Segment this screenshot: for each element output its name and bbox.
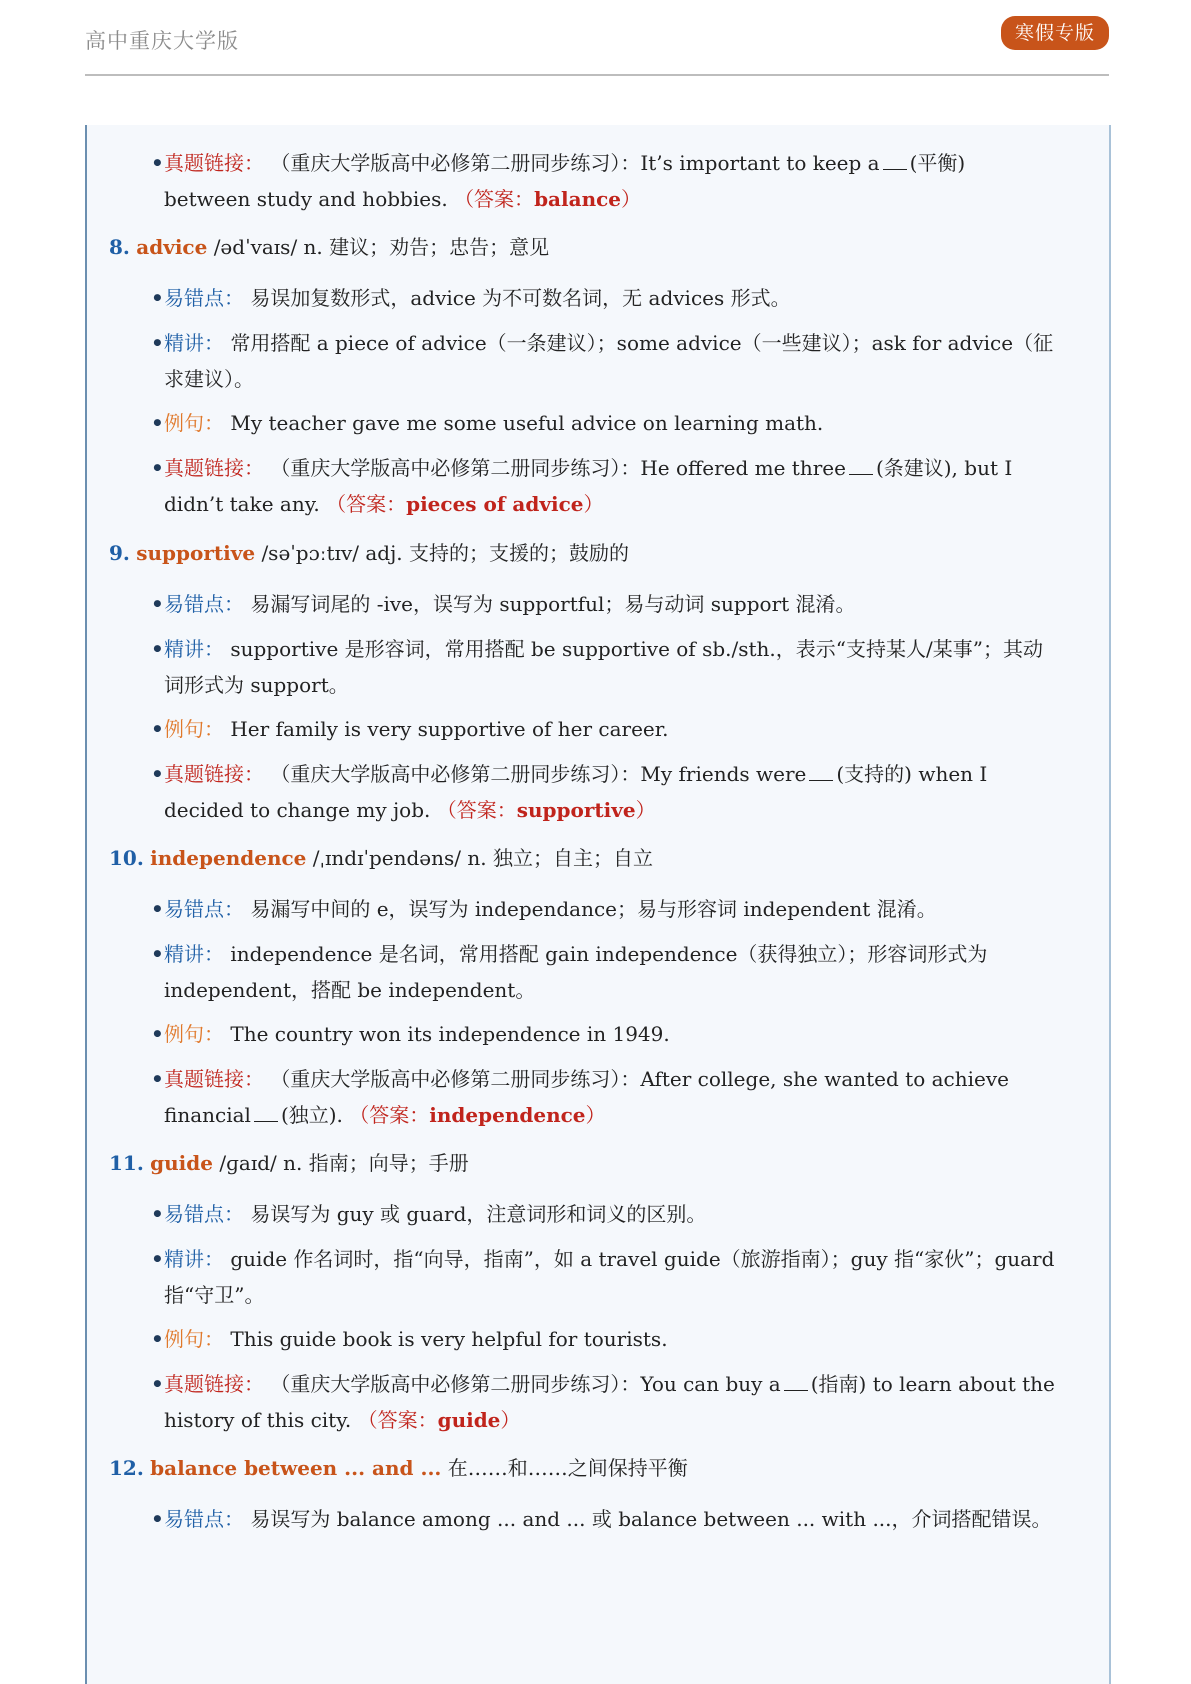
- exam-link-bullet: • 真题链接： （重庆大学版高中必修第二册同步练习）：It’s important to keep a (平衡) between study and hobbies. （答案：balance）: [151, 151, 966, 211]
- example-bullet: • 例句： Her family is very supportive of her career.: [151, 717, 669, 741]
- vocab-word: balance between ... and ...: [150, 1456, 442, 1480]
- error-bullet: • 易错点： 易误写为 guy 或 guard，注意词形和词义的区别。: [151, 1202, 707, 1226]
- answer: （答案：pieces of advice）: [326, 492, 604, 516]
- vocab-definition: /ədˈvaɪs/ n. 建议；劝告；忠告；意见: [213, 235, 550, 259]
- explain-bullet: • 精讲： guide 作名词时，指“向导，指南”，如 a travel guide（旅游指南）；guy 指“家伙”；guard 指“守卫”。: [151, 1247, 1055, 1307]
- answer: （答案：supportive）: [436, 798, 656, 822]
- explain-bullet: • 精讲： 常用搭配 a piece of advice（一条建议）；some advice（一些建议）；ask for advice（征求建议）。: [151, 331, 1054, 391]
- vocab-word: independence: [150, 846, 307, 870]
- exam-link-text: （重庆大学版高中必修第二册同步练习）：It’s important to keep a: [270, 151, 880, 175]
- exam-link-bullet: • 真题链接： （重庆大学版高中必修第二册同步练习）：You can buy a (指南) to learn about the history of this city. （答案：guide）: [151, 1372, 1055, 1432]
- example-bullet: • 例句： My teacher gave me some useful advice on learning math.: [151, 411, 824, 435]
- vocab-heading: 10. independence /ˌɪndɪˈpendəns/ n. 独立；自主；自立: [109, 846, 653, 870]
- answer-blank: [883, 155, 907, 170]
- vocab-word: guide: [150, 1151, 213, 1175]
- exam-link-text-post: (平衡) between study and hobbies.: [164, 151, 966, 211]
- explain-bullet: • 精讲： supportive 是形容词，常用搭配 be supportive of sb./sth.，表示“支持某人/某事”；其动词形式为 support。: [151, 637, 1043, 697]
- vocab-heading: 9. supportive /səˈpɔːtɪv/ adj. 支持的；支援的；鼓励的: [109, 541, 629, 565]
- vocab-definition: /səˈpɔːtɪv/ adj. 支持的；支援的；鼓励的: [261, 541, 629, 565]
- vocab-definition: /ɡaɪd/ n. 指南；向导；手册: [219, 1151, 469, 1175]
- vocab-definition: 在……和……之间保持平衡: [447, 1456, 688, 1480]
- exam-link-bullet: • 真题链接： （重庆大学版高中必修第二册同步练习）：He offered me three (条建议), but I didn’t take any. （答案：pieces of advice）: [151, 456, 1013, 516]
- error-bullet: • 易错点： 易漏写中间的 e，误写为 independance；易与形容词 independent 混淆。: [151, 897, 937, 921]
- exam-link-bullet: • 真题链接： （重庆大学版高中必修第二册同步练习）：My friends were (支持的) when I decided to change my job. （答案：supportive）: [151, 762, 988, 822]
- example-bullet: • 例句： The country won its independence in 1949.: [151, 1022, 670, 1046]
- content-panel: [85, 125, 1111, 1684]
- answer: （答案：balance）: [454, 187, 642, 211]
- answer: （答案：independence）: [349, 1103, 606, 1127]
- vocab-heading: 8. advice /ədˈvaɪs/ n. 建议；劝告；忠告；意见: [109, 235, 550, 259]
- header-divider: [85, 74, 1109, 76]
- error-bullet: • 易错点： 易误写为 balance among ... and ... 或 balance between ... with ...，介词搭配错误。: [151, 1507, 1052, 1531]
- edition-badge: 寒假专版: [1001, 16, 1109, 50]
- vocab-heading: 12. balance between ... and ... 在……和……之间保持平衡: [109, 1456, 688, 1480]
- exam-link-label: 真题链接：: [164, 151, 264, 175]
- exam-link-bullet: • 真题链接： （重庆大学版高中必修第二册同步练习）：After college, she wanted to achieve financial (独立). （答案：independence）: [151, 1067, 1009, 1127]
- answer: （答案：guide）: [357, 1408, 521, 1432]
- header-title: 高中重庆大学版: [85, 29, 239, 53]
- vocab-word: advice: [136, 235, 208, 259]
- vocab-definition: /ˌɪndɪˈpendəns/ n. 独立；自主；自立: [312, 846, 653, 870]
- explain-bullet: • 精讲： independence 是名词，常用搭配 gain independence（获得独立）；形容词形式为 independent，搭配 be independent。: [151, 942, 988, 1002]
- error-bullet: • 易错点： 易漏写词尾的 -ive，误写为 supportful；易与动词 support 混淆。: [151, 592, 856, 616]
- vocab-heading: 11. guide /ɡaɪd/ n. 指南；向导；手册: [109, 1151, 469, 1175]
- vocab-word: supportive: [136, 541, 256, 565]
- error-bullet: • 易错点： 易误加复数形式，advice 为不可数名词，无 advices 形式。: [151, 286, 791, 310]
- example-bullet: • 例句： This guide book is very helpful for tourists.: [151, 1327, 668, 1351]
